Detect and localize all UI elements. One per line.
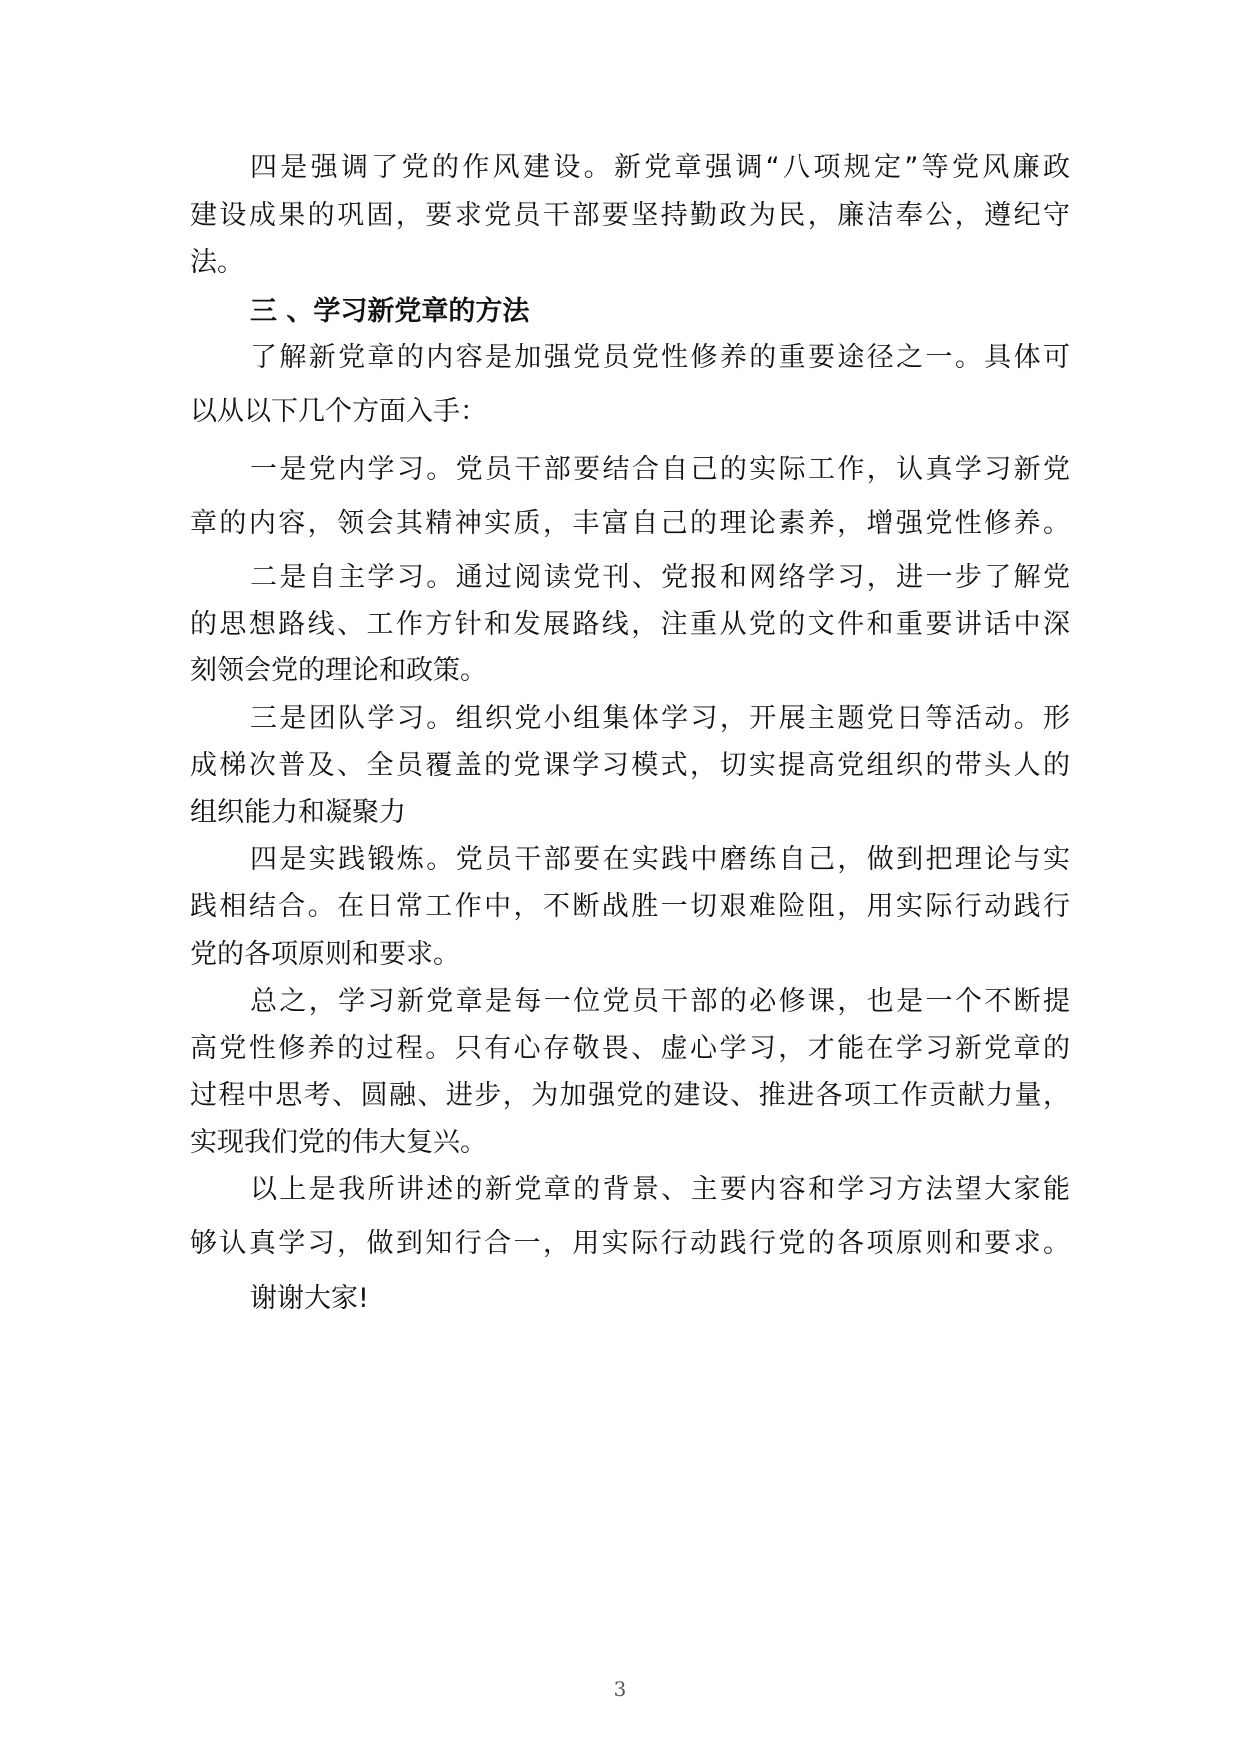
paragraph-line: 成梯次普及、全员覆盖的党课学习模式，切实提高党组织的带头人的 (190, 750, 1070, 781)
closing-line: 谢谢大家! (250, 1283, 369, 1314)
paragraph-line: 高党性修养的过程。只有心存敬畏、虚心学习，才能在学习新党章的 (190, 1033, 1070, 1064)
paragraph-line: 一是党内学习。党员干部要结合自己的实际工作，认真学习新党 (250, 454, 1070, 485)
paragraph-line: 的思想路线、工作方针和发展路线，注重从党的文件和重要讲话中深 (190, 609, 1070, 640)
paragraph-line: 党的各项原则和要求。 (190, 939, 460, 970)
page-number: 3 (613, 1677, 627, 1701)
paragraph-line: 三是团队学习。组织党小组集体学习，开展主题党日等活动。形 (250, 703, 1070, 734)
paragraph-line: 以从以下几个方面入手： (190, 396, 487, 427)
paragraph-line: 了解新党章的内容是加强党员党性修养的重要途径之一。具体可 (250, 342, 1070, 373)
paragraph-line: 法。 (190, 247, 244, 278)
paragraph-line: 以上是我所讲述的新党章的背景、主要内容和学习方法望大家能 (250, 1174, 1070, 1205)
paragraph-line: 二是自主学习。通过阅读党刊、党报和网络学习，进一步了解党 (250, 562, 1070, 593)
paragraph-line: 刻领会党的理论和政策。 (190, 655, 487, 686)
paragraph-line: 四是强调了党的作风建设。新党章强调“八项规定”等党风廉政 (250, 152, 1070, 183)
paragraph-line: 章的内容，领会其精神实质，丰富自己的理论素养，增强党性修养。 (190, 508, 1070, 539)
section-heading: 三 、学习新党章的方法 (250, 296, 530, 327)
paragraph-line: 总之，学习新党章是每一位党员干部的必修课，也是一个不断提 (250, 986, 1070, 1017)
paragraph-line: 建设成果的巩固，要求党员干部要坚持勤政为民，廉洁奉公，遵纪守 (190, 200, 1070, 231)
paragraph-line: 四是实践锻炼。党员干部要在实践中磨练自己，做到把理论与实 (250, 844, 1070, 875)
paragraph-line: 够认真学习，做到知行合一，用实际行动践行党的各项原则和要求。 (190, 1228, 1070, 1259)
paragraph-line: 过程中思考、圆融、进步，为加强党的建设、推进各项工作贡献力量， (190, 1080, 1070, 1111)
paragraph-line: 践相结合。在日常工作中，不断战胜一切艰难险阻，用实际行动践行 (190, 891, 1070, 922)
paragraph-line: 实现我们党的伟大复兴。 (190, 1127, 487, 1158)
paragraph-line: 组织能力和凝聚力 (190, 797, 406, 828)
